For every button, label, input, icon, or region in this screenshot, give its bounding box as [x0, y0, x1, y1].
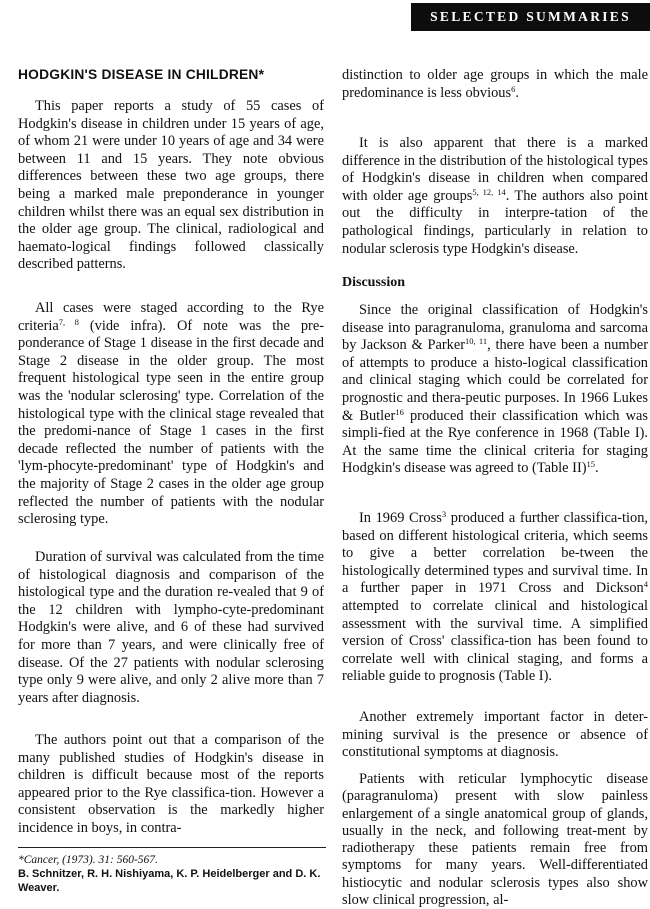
citation-superscript: 7, 8: [58, 316, 79, 327]
citation-superscript: 3: [441, 509, 447, 519]
footnote-authors: B. Schnitzer, R. H. Nishiyama, K. P. Heidelberger and D. K. Weaver.: [18, 868, 321, 894]
footnote-reference: *Cancer, (1973). 31: 560-567.: [18, 854, 158, 866]
paragraph-cross-classification: In 1969 Cross$^3$ produced a further classifica-tion, based on different histological criteria, which seems to give a better correlation be-tween the histologically determined types and survival time. In a further paper in 1971 Cross and Dickson$^4$ attempted to correlate clinical and histological assessment with the survival time. A simplified version of Cross' classifica-tion has been found to correlate well with clinical staging, and forms a reliable guide to prognosis (Table I).: [342, 509, 648, 685]
paragraph-survival: Duration of survival was calculated from the time of histological diagnosis and comparison of the histological type and the duration re-vealed that 9 of the 12 children with lympho-cyte-predominant Hodgkin's were alive, and 6 of these had survived for more than 7 years, and were clinically free of disease. Of the 27 patients with nodular sclerosing type only 9 were alive, and only 2 alive more than 7 years after diagnosis.: [18, 549, 324, 706]
paragraph-constitutional-symptoms: Another extremely important factor in deter-mining survival is the presence or absence of constitutional symptoms at diagnosis.: [342, 709, 648, 761]
paragraph-comparison: The authors point out that a comparison of the many published studies of Hodgkin's disease in children is difficult because most of the reports appeared prior to the Rye classifica-tion. However a consistent observation is the markedly higher incidence in boys, in contra-: [18, 732, 324, 836]
section-banner: SELECTED SUMMARIES: [411, 3, 650, 31]
paragraph-staging: All cases were staged according to the Rye criteria$^{7, 8}$ (vide infra). Of note was the pre-ponderance of Stage 1 disease in the first decade and Stage 2 disease in the older group. The most frequent histological type seen in the entire group was the 'nodular sclerosing' type. Correlation of the histological type with the clinical stage revealed that the predomi-nance of Stage 1 cases in the first decade reflected the number of patients with the 'lym-phocyte-predominant' type of Hodgkin's and the majority of Stage 2 cases in the older age group reflected the number of patients with the nodular sclerosing type.: [18, 300, 324, 528]
footnote-divider: [18, 847, 326, 848]
paragraph-classification-history: Since the original classification of Hodgkin's disease into paragranuloma, granuloma and sarcoma by Jackson & Parker$^{10, 11}$, there have been a number of attempts to produce a histo-logical classification and clinical staging which could be correlated for prognostic and thera-peutic purposes. In 1966 Lukes & Butler$^{16}$ produced their classification which was simpli-fied at the Rye conference in 1968 (Table I). At the same time the clinical criteria for staging Hodgkin's disease was agreed to (Table II)$^{15}$.: [342, 302, 649, 477]
paragraph-distribution: It is also apparent that there is a marked difference in the distribution of the histological types of Hodgkin's disease in children when compared with older age groups$^{5, 12, 14}$. The authors also point out the difficulty in interpre-tation of the pathological findings, particularly in relation to nodular sclerosis type Hodgkin's disease.: [342, 135, 649, 257]
citation-superscript: 4: [643, 579, 648, 590]
paragraph-intro: This paper reports a study of 55 cases of Hodgkin's disease in children under 15 years of age, of whom 21 were under 10 years of age and 34 were between 11 and 15 years. They note obvious differences between these two age groups, there being a marked male preponderance in younger children whilst there was an equal sex distribution in the older age group. The clinical, radiological and haemato-logical findings followed classically described patterns.: [18, 98, 324, 273]
citation-superscript: 16: [395, 406, 404, 417]
footnote: [18, 853, 328, 895]
citation-superscript: 5, 12, 14: [472, 186, 506, 197]
paragraph-paragranuloma: Patients with reticular lymphocytic disease (paragranuloma) present with slow painless enlargement of a single anatomical group of glands, usually in the neck, and following treat-ment by radiotherapy these patients remain free from symptoms for many years. Well-differentiated histiocytic and nodular sclerosis types also show slow clinical progression, al-: [342, 771, 648, 909]
citation-superscript: 10, 11: [465, 336, 488, 347]
citation-superscript: 6: [511, 83, 516, 94]
citation-superscript: 15: [586, 459, 596, 470]
paragraph-continuation: distinction to older age groups in which the male predominance is less obvious$^6$.: [342, 67, 648, 101]
section-heading-discussion: Discussion: [342, 275, 406, 290]
article-title: HODGKIN'S DISEASE IN CHILDREN*: [18, 67, 265, 82]
